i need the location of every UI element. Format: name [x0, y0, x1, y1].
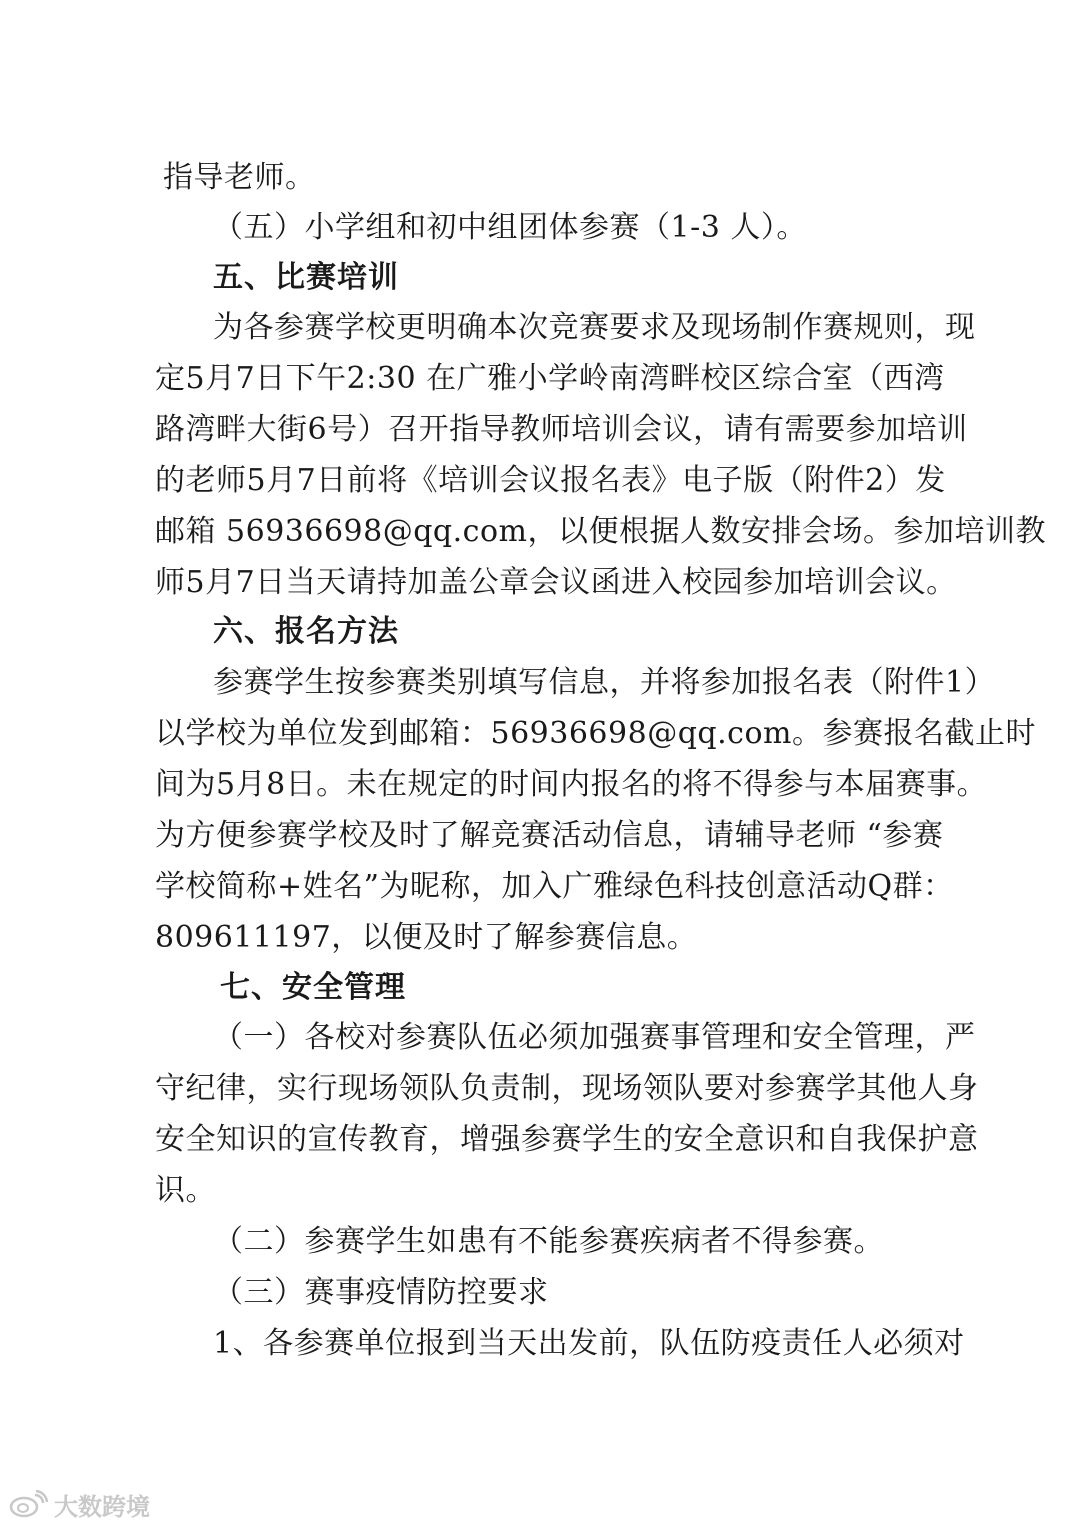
section-heading-safety: 七、安全管理 [220, 970, 406, 1005]
paragraph-line: 间为5月8日。未在规定的时间内报名的将不得参与本届赛事。 [155, 767, 988, 802]
section-heading-training: 五、比赛培训 [213, 260, 399, 295]
paragraph-line: （一）各校对参赛队伍必须加强赛事管理和安全管理，严 [213, 1020, 976, 1055]
paragraph-line: 的老师5月7日前将《培训会议报名表》电子版（附件2）发 [155, 463, 946, 498]
paragraph-line: 师5月7日当天请持加盖公章会议函进入校园参加培训会议。 [155, 565, 957, 600]
paragraph-line: 为方便参赛学校及时了解竞赛活动信息，请辅导老师 “参赛 [155, 818, 944, 853]
paragraph-line: （二）参赛学生如患有不能参赛疾病者不得参赛。 [213, 1224, 884, 1259]
paragraph-line: 学校简称+姓名”为昵称，加入广雅绿色科技创意活动Q群： [155, 869, 954, 904]
paragraph-line: 守纪律，实行现场领队负责制，现场领队要对参赛学其他人身 [155, 1071, 979, 1106]
paragraph-line: （五）小学组和初中组团体参赛（1-3 人）。 [213, 210, 807, 245]
paragraph-line: 定5月7日下午2:30 在广雅小学岭南湾畔校区综合室（西湾 [155, 361, 945, 396]
paragraph-line: 邮箱 56936698@qq.com，以便根据人数安排会场。参加培训教 [155, 514, 1046, 549]
paragraph-line: 路湾畔大街6号）召开指导教师培训会议，请有需要参加培训 [155, 412, 968, 447]
paragraph-line: 安全知识的宣传教育，增强参赛学生的安全意识和自我保护意 [155, 1122, 979, 1157]
watermark [8, 1488, 150, 1520]
watermark-text: 大数跨境 [54, 1492, 150, 1521]
paragraph-line: 以学校为单位发到邮箱：56936698@qq.com。参赛报名截止时 [155, 716, 1036, 751]
paragraph-line: 指导老师。 [163, 160, 316, 195]
paragraph-line: 为各参赛学校更明确本次竞赛要求及现场制作赛规则，现 [213, 310, 976, 345]
paragraph-line: 参赛学生按参赛类别填写信息，并将参加报名表（附件1） [213, 665, 996, 700]
paragraph-line: 809611197，以便及时了解参赛信息。 [155, 920, 698, 955]
paragraph-line: （三）赛事疫情防控要求 [213, 1275, 549, 1310]
weibo-logo-icon [8, 1489, 48, 1519]
section-heading-registration: 六、报名方法 [213, 614, 399, 649]
paragraph-line: 识。 [155, 1173, 216, 1208]
paragraph-line: 1、各参赛单位报到当天出发前，队伍防疫责任人必须对 [213, 1326, 965, 1361]
